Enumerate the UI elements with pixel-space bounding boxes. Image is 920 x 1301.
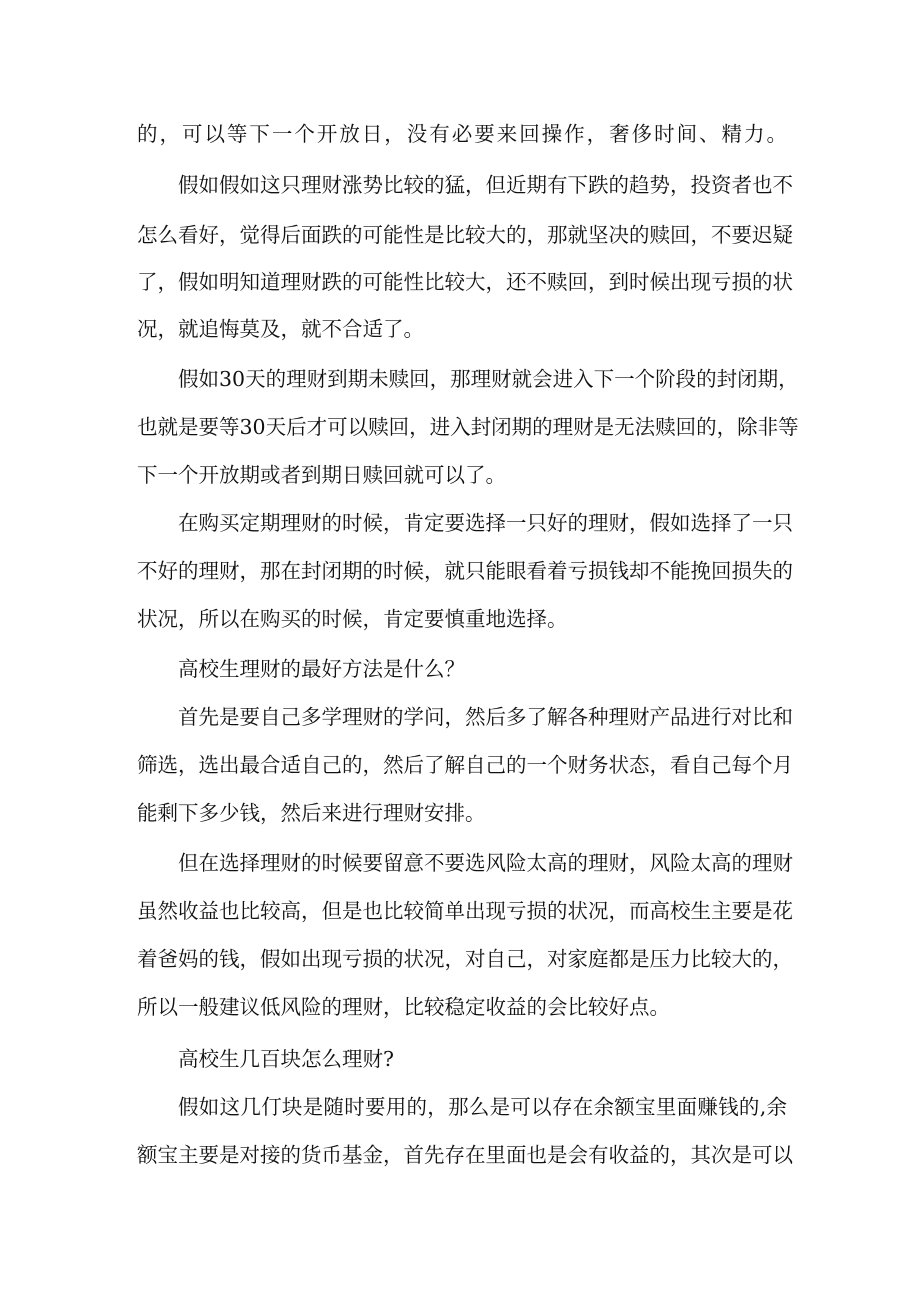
paragraph-line: 下一个开放期或者到期日赎回就可以了。	[137, 463, 506, 487]
paragraph-line: 额宝主要是对接的货币基金，首先存在里面也是会有收益的，其次是可以	[137, 1143, 793, 1167]
paragraph-line: 也就是要等30天后才可以赎回，进入封闭期的理财是无法赎回的，除非等	[137, 415, 799, 439]
section-heading: 高校生几百块怎么理财?	[178, 1047, 394, 1071]
paragraph-line: 不好的理财，那在封闭期的时候，就只能眼看着亏损钱却不能挽回损失的	[137, 559, 793, 583]
paragraph-line: 状况，所以在购买的时候，肯定要慎重地选择。	[137, 607, 568, 631]
paragraph-line: 况，就追悔莫及，就不合适了。	[137, 317, 424, 341]
paragraph-line: 能剩下多少钱，然后来进行理财安排。	[137, 801, 486, 825]
paragraph-line: 筛选，选出最合适自己的，然后了解自己的一个财务状态，看自己每个月	[137, 753, 793, 777]
paragraph-line: 首先是要自己多学理财的学问，然后多了解各种理财产品进行对比和	[178, 705, 793, 729]
paragraph-continuation-line: 的，可以等下一个开放日，没有必要来回操作，奢侈时间、精力。	[137, 122, 787, 146]
paragraph-line: 假如这几仃块是随时要用的，那么是可以存在余额宝里面赚钱的,余	[178, 1095, 787, 1119]
section-heading: 高校生理财的最好方法是什么？	[178, 657, 465, 681]
paragraph-line: 了，假如明知道理财跌的可能性比较大，还不赎回，到时候出现亏损的状	[137, 270, 793, 294]
paragraph-line: 所以一般建议低风险的理财，比较稳定收益的会比较好点。	[137, 995, 670, 1019]
paragraph-line: 假如假如这只理财涨势比较的猛，但近期有下跌的趋势，投资者也不	[178, 173, 793, 197]
paragraph-line: 着爸妈的钱，假如出现亏损的状况，对自己，对家庭都是压力比较大的，	[137, 947, 793, 971]
paragraph-line: 怎么看好，觉得后面跌的可能性是比较大的，那就坚决的赎回，不要迟疑	[137, 223, 793, 247]
paragraph-line: 在购买定期理财的时候，肯定要选择一只好的理财，假如选择了一只	[178, 511, 793, 535]
paragraph-line: 但在选择理财的时候要留意不要选风险太高的理财，风险太高的理财	[178, 851, 793, 875]
paragraph-line: 虽然收益也比较高，但是也比较简单出现亏损的状况，而高校生主要是花	[137, 899, 793, 923]
paragraph-line: 假如30天的理财到期未赎回，那理财就会进入下一个阶段的封闭期，	[178, 367, 799, 391]
